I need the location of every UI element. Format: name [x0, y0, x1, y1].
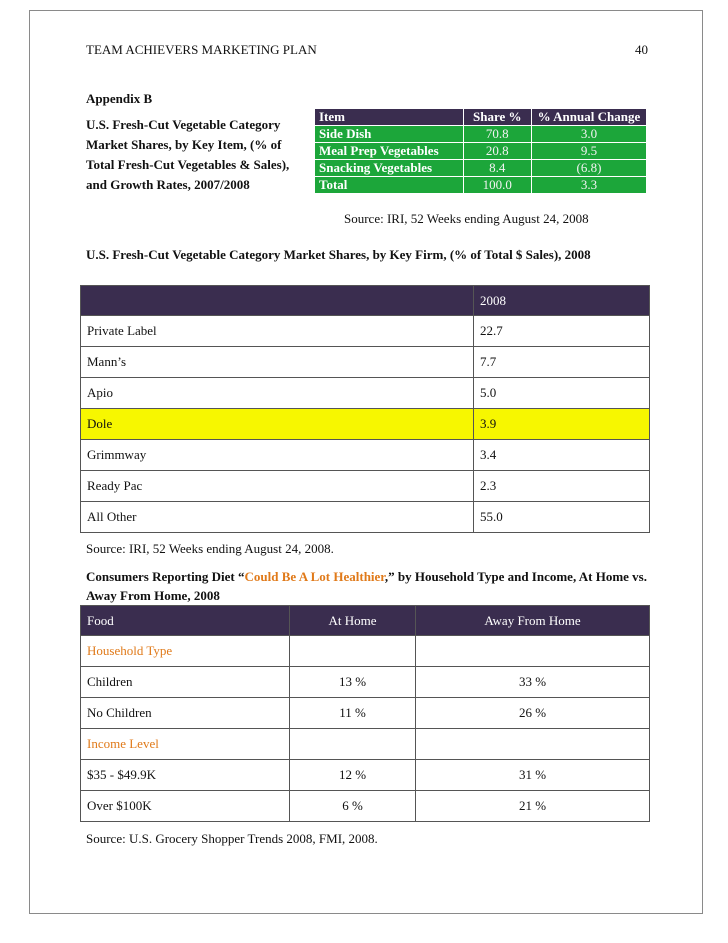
header-cell: Share % [463, 109, 531, 126]
away-cell [416, 729, 650, 760]
table-row [81, 760, 650, 791]
firm-cell: Private Label [81, 316, 474, 347]
table-header-row [81, 286, 650, 316]
firm-cell: All Other [81, 502, 474, 533]
title-prefix: Consumers Reporting Diet “ [86, 569, 245, 584]
share-cell: 22.7 [474, 316, 650, 347]
category-row [81, 636, 650, 667]
table-row [315, 143, 647, 160]
firm-cell: Mann’s [81, 347, 474, 378]
table-row-highlighted [81, 409, 650, 440]
category-cell: Household Type [81, 636, 290, 667]
share-cell: 8.4 [463, 160, 531, 177]
change-cell: 3.0 [531, 126, 646, 143]
key-firm-table-title: U.S. Fresh-Cut Vegetable Category Market Shares, by Key Firm, (% of Total $ Sales), 2008 [86, 247, 591, 262]
header-cell: Away From Home [416, 606, 650, 636]
page-number: 40 [635, 42, 648, 57]
at-home-cell: 11 % [290, 698, 416, 729]
table-row [81, 347, 650, 378]
header-cell [81, 286, 474, 316]
away-cell: 26 % [416, 698, 650, 729]
header-cell: Food [81, 606, 290, 636]
title-suffix: ,” by Household Type and Income, At Home vs. Away From Home, 2008 [86, 569, 647, 603]
category-row [81, 729, 650, 760]
away-cell: 31 % [416, 760, 650, 791]
table-row [81, 698, 650, 729]
firm-cell: Apio [81, 378, 474, 409]
key-firm-table-source: Source: IRI, 52 Weeks ending August 24, 2008. [86, 541, 334, 556]
table-row [81, 667, 650, 698]
away-cell: 21 % [416, 791, 650, 822]
diet-table-title [86, 567, 656, 605]
share-cell: 55.0 [474, 502, 650, 533]
food-cell: Over $100K [81, 791, 290, 822]
share-cell: 20.8 [463, 143, 531, 160]
at-home-cell: 12 % [290, 760, 416, 791]
share-cell: 3.9 [474, 409, 650, 440]
table-row [81, 440, 650, 471]
table-row [81, 316, 650, 347]
diet-healthier-table [80, 605, 650, 822]
key-item-table-source: Source: IRI, 52 Weeks ending August 24, 2008 [344, 211, 589, 226]
share-cell: 100.0 [463, 177, 531, 194]
diet-table-source: Source: U.S. Grocery Shopper Trends 2008, FMI, 2008. [86, 831, 378, 846]
table-row [315, 177, 647, 194]
table-row [81, 471, 650, 502]
food-cell: No Children [81, 698, 290, 729]
table-header-row [315, 109, 647, 126]
key-item-share-table [314, 108, 647, 194]
header-cell: Item [315, 109, 464, 126]
at-home-cell: 6 % [290, 791, 416, 822]
page-header [86, 42, 648, 60]
firm-cell: Ready Pac [81, 471, 474, 502]
key-firm-share-table [80, 285, 650, 533]
share-cell: 5.0 [474, 378, 650, 409]
table-header-row [81, 606, 650, 636]
change-cell: (6.8) [531, 160, 646, 177]
key-item-table-caption: U.S. Fresh-Cut Vegetable Category Market Shares, by Key Item, (% of Total Fresh-Cut Vegetables & Sales), and Growth Rates, 2007/2008 [86, 117, 290, 192]
firm-cell: Dole [81, 409, 474, 440]
share-cell: 3.4 [474, 440, 650, 471]
appendix-label: Appendix B [86, 91, 153, 106]
document-title: TEAM ACHIEVERS MARKETING PLAN [86, 42, 317, 57]
table-row [81, 378, 650, 409]
table-row [315, 160, 647, 177]
food-cell: Children [81, 667, 290, 698]
header-cell: At Home [290, 606, 416, 636]
at-home-cell [290, 729, 416, 760]
away-cell: 33 % [416, 667, 650, 698]
table-row [81, 791, 650, 822]
at-home-cell: 13 % [290, 667, 416, 698]
item-cell: Side Dish [315, 126, 464, 143]
change-cell: 3.3 [531, 177, 646, 194]
away-cell [416, 636, 650, 667]
share-cell: 70.8 [463, 126, 531, 143]
item-cell: Snacking Vegetables [315, 160, 464, 177]
share-cell: 2.3 [474, 471, 650, 502]
share-cell: 7.7 [474, 347, 650, 378]
title-highlight: Could Be A Lot Healthier [244, 569, 385, 584]
category-cell: Income Level [81, 729, 290, 760]
table-row [315, 126, 647, 143]
food-cell: $35 - $49.9K [81, 760, 290, 791]
header-cell: % Annual Change [531, 109, 646, 126]
header-cell: 2008 [474, 286, 650, 316]
change-cell: 9.5 [531, 143, 646, 160]
item-cell: Meal Prep Vegetables [315, 143, 464, 160]
at-home-cell [290, 636, 416, 667]
firm-cell: Grimmway [81, 440, 474, 471]
item-cell: Total [315, 177, 464, 194]
table-row [81, 502, 650, 533]
